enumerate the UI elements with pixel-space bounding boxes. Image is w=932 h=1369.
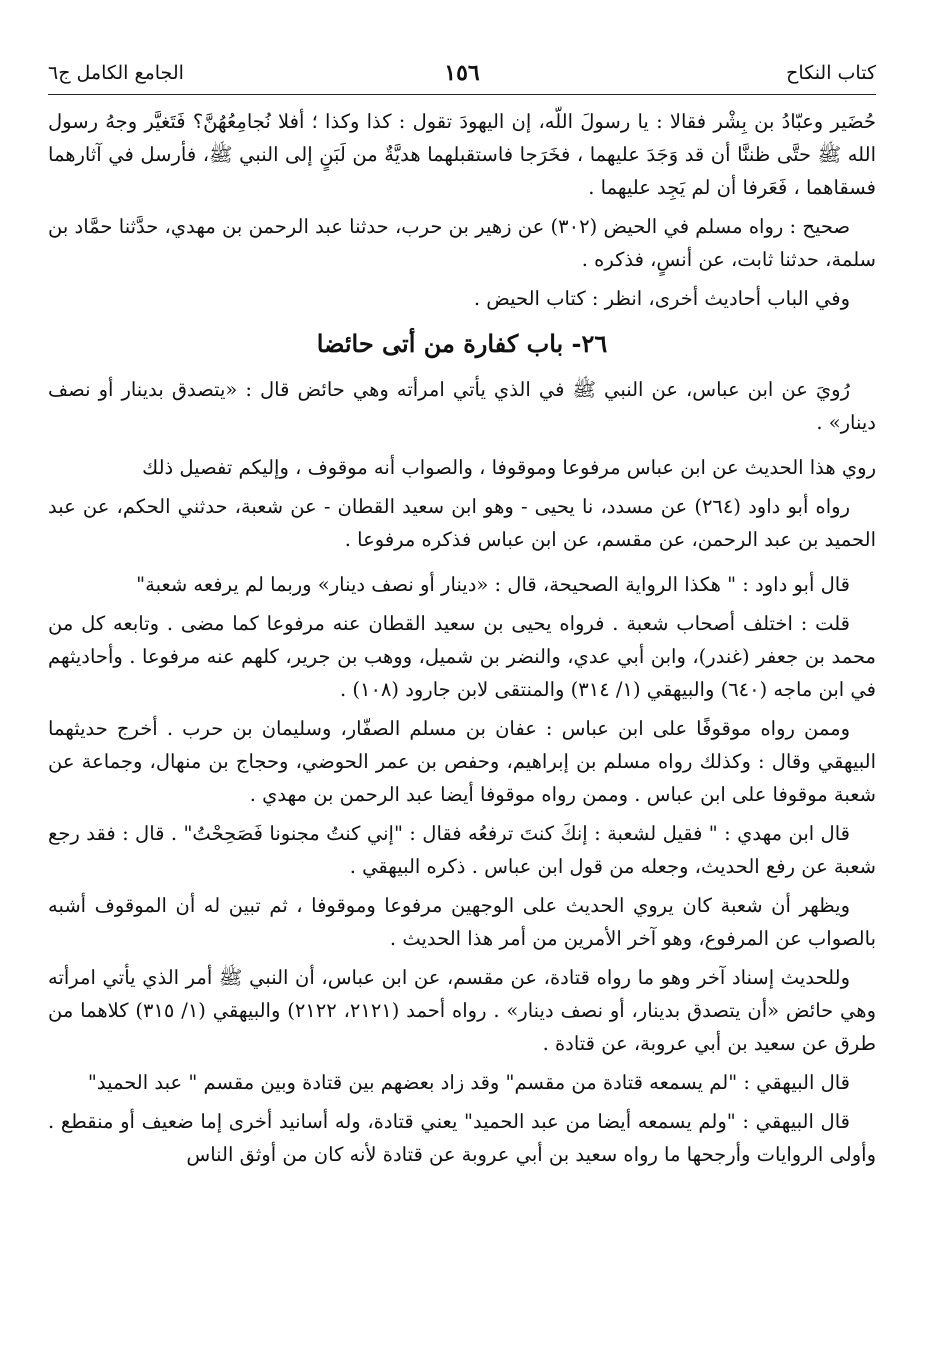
running-header: [48, 58, 876, 95]
hadith-text: رُويَ عن ابن عباس، عن النبي ﷺ في الذي يأتي امرأته وهي حائض قال : «يتصدق بدينار أو نصف دينار» .: [48, 378, 876, 434]
commentary-paragraph: رواه أبو داود (٢٦٤) عن مسدد، نا يحيى - وهو ابن سعيد القطان - عن شعبة، حدثني الحكم، عن عبد الحميد بن عبد الرحمن، عن مقسم، عن ابن عباس فذكره مرفوعا .: [48, 495, 876, 551]
commentary-paragraph: قال البيهقي : "ولم يسمعه أيضا من عبد الحميد" يعني قتادة، وله أسانيد أخرى إما ضعيف أو منقطع . وأولى الروايات وأرجحها ما رواه سعيد بن أبي عروبة عن قتادة لأنه كان من أوثق الناس: [48, 1110, 876, 1166]
volume-title: الجامع الكامل ج٦: [48, 62, 184, 84]
commentary-paragraph: قال ابن مهدي : " فقيل لشعبة : إنكَ كنتَ ترفعُه فقال : "إني كنتُ مجنونا فَصَحِحْتُ" . قال : فقد رجع شعبة عن رفع الحديث، وجعله من قول ابن عباس . ذكره البيهقي .: [48, 822, 876, 878]
commentary-paragraph: وممن رواه موقوفًا على ابن عباس : عفان بن مسلم الصفّار، وسليمان بن حرب . أخرج حديثهما البيهقي وقال : وكذلك رواه مسلم بن إبراهيم، وحفص بن عمر الحوضي، وحجاج بن منهال، وجماعة عن شعبة موقوفا على ابن عباس . وممن رواه موقوفا أيضا عبد الرحمن بن مهدي .: [48, 717, 876, 806]
page-content: [48, 105, 876, 1171]
commentary-paragraph: وللحديث إسناد آخر وهو ما رواه قتادة، عن مقسم، عن ابن عباس، أن النبي ﷺ أمر الذي يأتي امرأته وهي حائض «أن يتصدق بدينار، أو نصف دينار» . رواه أحمد (٢١٢١، ٢١٢٢) والبيهقي (١/ ٣١٥) كلاهما من طرق عن سعيد بن أبي عروبة، عن قتادة .: [48, 966, 876, 1055]
commentary-paragraph: قال البيهقي : "لم يسمعه قتادة من مقسم" وقد زاد بعضهم بين قتادة وبين مقسم " عبد الحميد": [87, 1071, 850, 1094]
page-number: ١٥٦: [444, 60, 480, 86]
hadith-grading: صحيح : رواه مسلم في الحيض (٣٠٢) عن زهير بن حرب، حدثنا عبد الرحمن بن مهدي، حدَّثنا حمَّاد بن سلمة، حدثنا ثابت، عن أنسٍ، فذكره .: [48, 215, 876, 271]
cross-reference: وفي الباب أحاديث أخرى، انظر : كتاب الحيض .: [473, 287, 850, 310]
commentary-paragraph: قلت : اختلف أصحاب شعبة . فرواه يحيى بن سعيد القطان عنه مرفوعا كما مضى . وتابعه كل من محمد بن جعفر (غندر)، وابن أبي عدي، والنضر بن شميل، ووهب بن جرير، كلهم عنه مرفوعا . وأحاديثهم في ابن ماجه (٦٤٠) والبيهقي (١/ ٣١٤) والمنتقى لابن جارود (١٠٨) .: [48, 612, 876, 701]
section-heading: ٢٦- باب كفارة من أتى حائضا: [316, 329, 608, 358]
hadith-text-continuation: حُضَير وعبّادُ بن بِشْر فقالا : يا رسولَ اللّه، إن اليهودَ تقول : كذا وكذا ؛ أفلا نُجامِعُهُنَّ؟ فَتَغيَّر وجهُ رسول الله ﷺ حتَّى ظننَّا أن قد وَجَدَ عليهما ، فخَرَجا فاستقبلهما هديَّةٌ من لَبَنٍ إلى النبي ﷺ، فأرسل في آثارهما فسقاهما ، فَعَرفا أن لم يَجِد عليهما .: [48, 110, 876, 199]
book-title: كتاب النكاح: [786, 62, 876, 84]
commentary-paragraph: ويظهر أن شعبة كان يروي الحديث على الوجهين مرفوعا وموقوفا ، ثم تبين له أن الموقوف أشبه بالصواب عن المرفوع، وهو آخر الأمرين من أمر هذا الحديث .: [48, 894, 876, 950]
commentary-paragraph: قال أبو داود : " هكذا الرواية الصحيحة، قال : «دينار أو نصف دينار» وربما لم يرفعه شعبة": [136, 573, 850, 596]
commentary-paragraph: روي هذا الحديث عن ابن عباس مرفوعا وموقوفا ، والصواب أنه موقوف ، وإليكم تفصيل ذلك: [142, 456, 876, 479]
book-page: [48, 58, 876, 1177]
